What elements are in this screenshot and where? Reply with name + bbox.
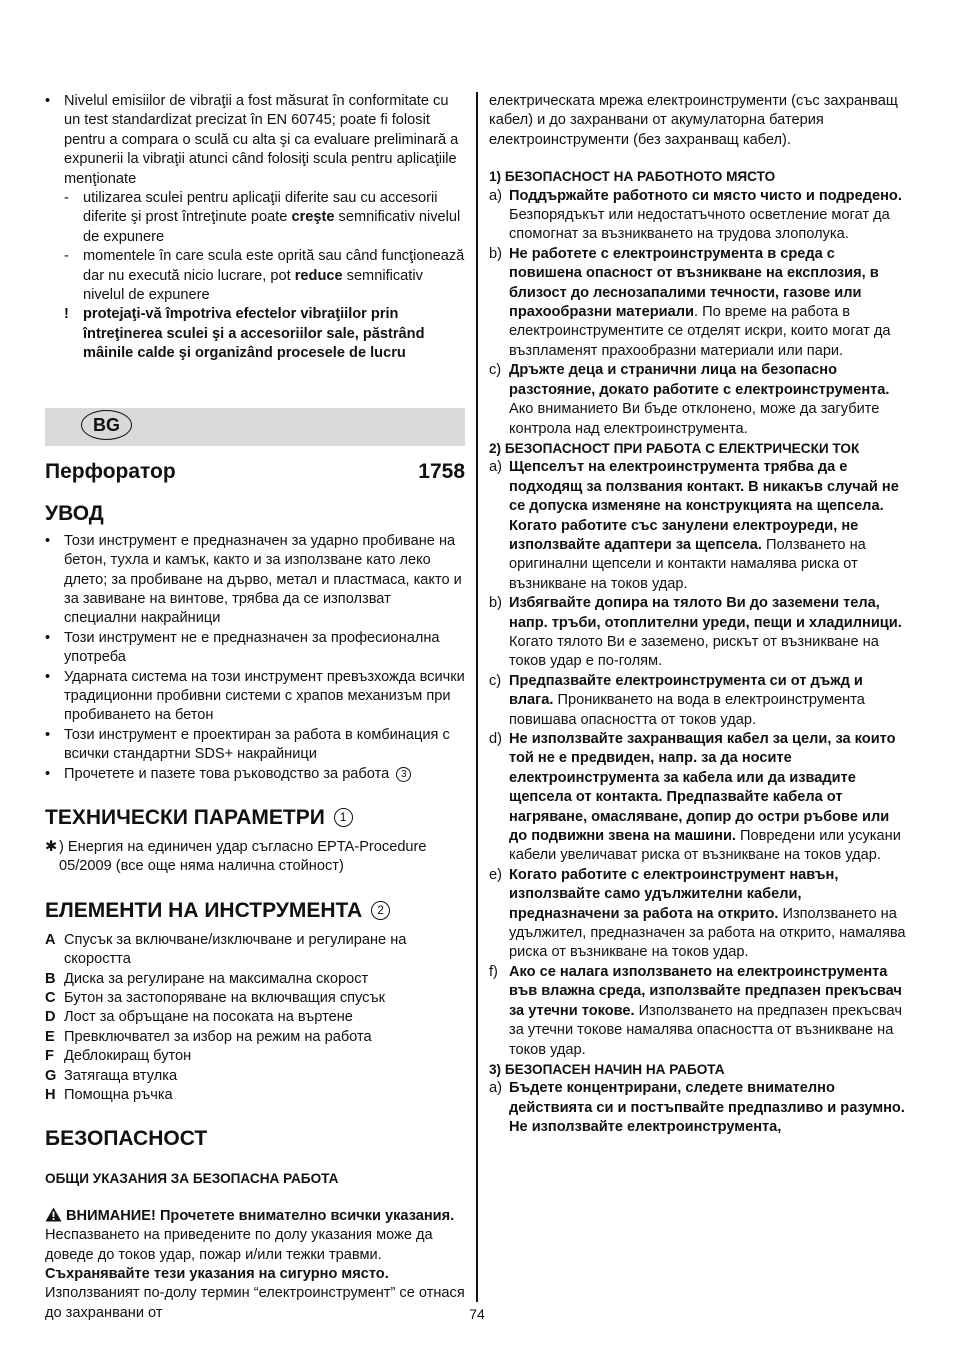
right-column	[489, 92, 909, 1138]
parts-heading: ЕЛЕМЕНТИ НА ИНСТРУМЕНТА 2	[45, 897, 465, 925]
ro-bullet-text: Nivelul emisiilor de vibraţii a fost măsurat în conformitate cu un test standardizat precizat în EN 60745; poate fi folosit pentru a compara o sculă cu alta şi ca evaluare preliminară a expunerii la vibraţii atunci când folosiţi scula pentru aplicaţiile menţionate	[64, 93, 459, 187]
list-item: C Бутон за застопоряване на включващия спусък	[45, 990, 385, 1006]
continued-text: електрическата мрежа електроинструменти (със захранващ кабел) и до захранвани от акумулаторна батерия електроинструменти (без захранващ кабел).	[489, 93, 898, 148]
list-item: • Този инструмент е проектиран за работа в комбинация с всички стандартни SDS+ накрайници	[45, 726, 450, 763]
left-column	[45, 92, 465, 1323]
figure-ref-icon: 2	[371, 901, 390, 920]
list-item: A Спусък за включване/изключване и регулиране на скоростта	[45, 931, 407, 968]
ro-warning	[45, 305, 465, 363]
list-item: e) Когато работите с електроинструмент навън, използвайте само удължителни кабели, предназначени за работа на открито. Използването на удължител, предназначен за работа на открито, намалява риска от възникване на токов удар.	[489, 866, 906, 961]
list-item: a) Бъдете концентрирани, следете внимателно действията си и постъпвайте предпазливо и разумно. Не използвайте електроинструмента,	[489, 1080, 905, 1136]
section-title: 1) БЕЗОПАСНОСТ НА РАБОТНОТО МЯСТО	[489, 169, 776, 185]
section-title: 2) БЕЗОПАСНОСТ ПРИ РАБОТА С ЕЛЕКТРИЧЕСКИ ТОК	[489, 440, 860, 456]
list-item: a) Щепселът на електроинструмента трябва да е подходящ за ползвания контакт. В никакъв случай не се допуска изменяне на конструкцията на щепсела. Когато работите със занулени електроуреди, не използвайте адаптери за щепсела. Ползването на оригинални щепсели и контакти намалява риска от възникване на токов удар.	[489, 459, 899, 592]
list-item: • Прочетете и пазете това ръководство за работа 3	[45, 765, 465, 784]
list-item: • Този инструмент е предназначен за ударно пробиване на бетон, тухла и камък, както и за използване като леко длето; за пробиване на дърво, метал и пластмаса, както и за завиване на винтове, трябва да се използват специални накрайници	[45, 532, 462, 627]
intro-list	[45, 532, 465, 784]
list-item: • Този инструмент не е предназначен за професионална употреба	[45, 629, 440, 666]
warning-triangle-icon	[45, 1207, 62, 1222]
dash-mark: -	[64, 190, 69, 207]
parts-list	[45, 931, 465, 1106]
safety-heading: БЕЗОПАСНОСТ	[45, 1127, 208, 1151]
ro-vibration-bullet	[45, 92, 465, 189]
figure-ref-icon: 3	[396, 767, 411, 782]
page-number: 74	[469, 1306, 485, 1322]
product-name: Перфоратор	[45, 459, 176, 483]
ro-warning-text: protejaţi-vă împotriva efectelor vibraţiilor prin întreţinerea sculei şi a accesoriilor sale, păstrând mâinile calde şi organizând procesele de lucru	[83, 306, 425, 362]
product-title	[45, 458, 465, 486]
safety-subheading: ОБЩИ УКАЗАНИЯ ЗА БЕЗОПАСНА РАБОТА	[45, 1171, 339, 1187]
list-item: c) Предпазвайте електроинструмента си от дъжд и влага. Проникването на вода в електроинструмента повишава опасността от токов удар.	[489, 672, 865, 728]
ro-dash-item	[45, 189, 465, 247]
section-title: 3) БЕЗОПАСЕН НАЧИН НА РАБОТА	[489, 1061, 725, 1077]
exclamation-icon: !	[64, 306, 69, 323]
figure-ref-icon: 1	[334, 808, 353, 827]
list-item: b) Не работете с електроинструмента в среда с повишена опасност от възникване на експлозия, в близост до леснозапалими течности, газове или прахообразни материали. По време на работа в електроинструментите се отделят искри, които могат да възпламенят прахообразни материали или пари.	[489, 245, 891, 359]
list-item: b) Избягвайте допира на тялото Ви до заземени тела, напр. тръби, отоплителни уреди, пещи и хладилници. Когато тялото Ви е заземено, рискът от възникване на токов удар е по-голям.	[489, 595, 902, 670]
list-item: G Затягаща втулка	[45, 1067, 178, 1084]
list-item: d) Не използвайте захранващия кабел за цели, за които той не е предвиден, напр. за да носите електроинструмента за кабела или да извадите щепсела от контакта. Предпазвайте кабела от нагряване, омасляване, допир до остри ръбове или до подвижни звена на машини. Повредени или усукани кабели увеличават риска от възникване на токов удар.	[489, 731, 901, 864]
tech-note	[45, 838, 465, 877]
list-item: a) Поддържайте работното си място чисто и подредено. Безпорядъкът или недостатъчното осветление могат да спомогнат за възникването на трудова злополука.	[489, 187, 902, 243]
ro-dash-item	[45, 247, 465, 305]
dash-mark: -	[64, 248, 69, 265]
language-badge: BG	[81, 410, 132, 440]
intro-heading: УВОД	[45, 501, 104, 525]
language-bar	[45, 408, 465, 446]
list-item: • Ударната система на този инструмент превъзхожда всички традиционни пробивни системи с храпов механизъм при пробиването на бетон	[45, 668, 465, 724]
ro-dash-text: utilizarea sculei pentru aplicaţii diferite sau cu accesorii diferite şi prost întreţinute poate creşte semnificativ nivelul de expunere	[83, 190, 461, 245]
product-model: 1758	[418, 459, 465, 483]
list-item: f) Ако се налага използването на електроинструмента във влажна среда, използвайте предпазен прекъсвач за утечни токове. Използването на предпазен прекъсвач за утечни токове намалява опасността от възникване на токов удар.	[489, 963, 902, 1058]
list-item: H Помощна ръчка	[45, 1087, 173, 1104]
ro-dash-text: momentele în care scula este oprită sau când funcţionează dar nu execută nicio lucrare, pot reduce semnificativ nivelul de expunere	[83, 248, 465, 304]
list-item: D Лост за обръщане на посоката на въртене	[45, 1009, 353, 1026]
tech-note-text: ) Енергия на единичен удар съгласно EPTA-Procedure 05/2009 (все още няма налична стойност)	[59, 838, 427, 875]
tech-heading: ТЕХНИЧЕСКИ ПАРАМЕТРИ 1	[45, 804, 465, 832]
list-item: c) Дръжте деца и странични лица на безопасно разстояние, докато работите с електроинструмента. Ако вниманието Ви бъде отклонено, може да загубите контрола над електроинструмента.	[489, 362, 890, 437]
list-item: E Превключвател за избор на режим на работа	[45, 1028, 372, 1045]
list-item: B Диска за регулиране на максимална скорост	[45, 970, 369, 987]
asterisk-icon: ✱	[45, 838, 58, 855]
column-divider	[476, 92, 478, 1302]
list-item: F Деблокиращ бутон	[45, 1048, 192, 1065]
bullet-mark: •	[45, 93, 51, 109]
safety-warning: ВНИМАНИЕ! Прочетете внимателно всички указания. Неспазването на приведените по долу указания може да доведе до токов удар, пожар и/или тежки травми. Съхранявайте тези указания на сигурно място. Използваният по-долу термин “електроинструмент” се отнася до захранвани от	[45, 1207, 465, 1321]
